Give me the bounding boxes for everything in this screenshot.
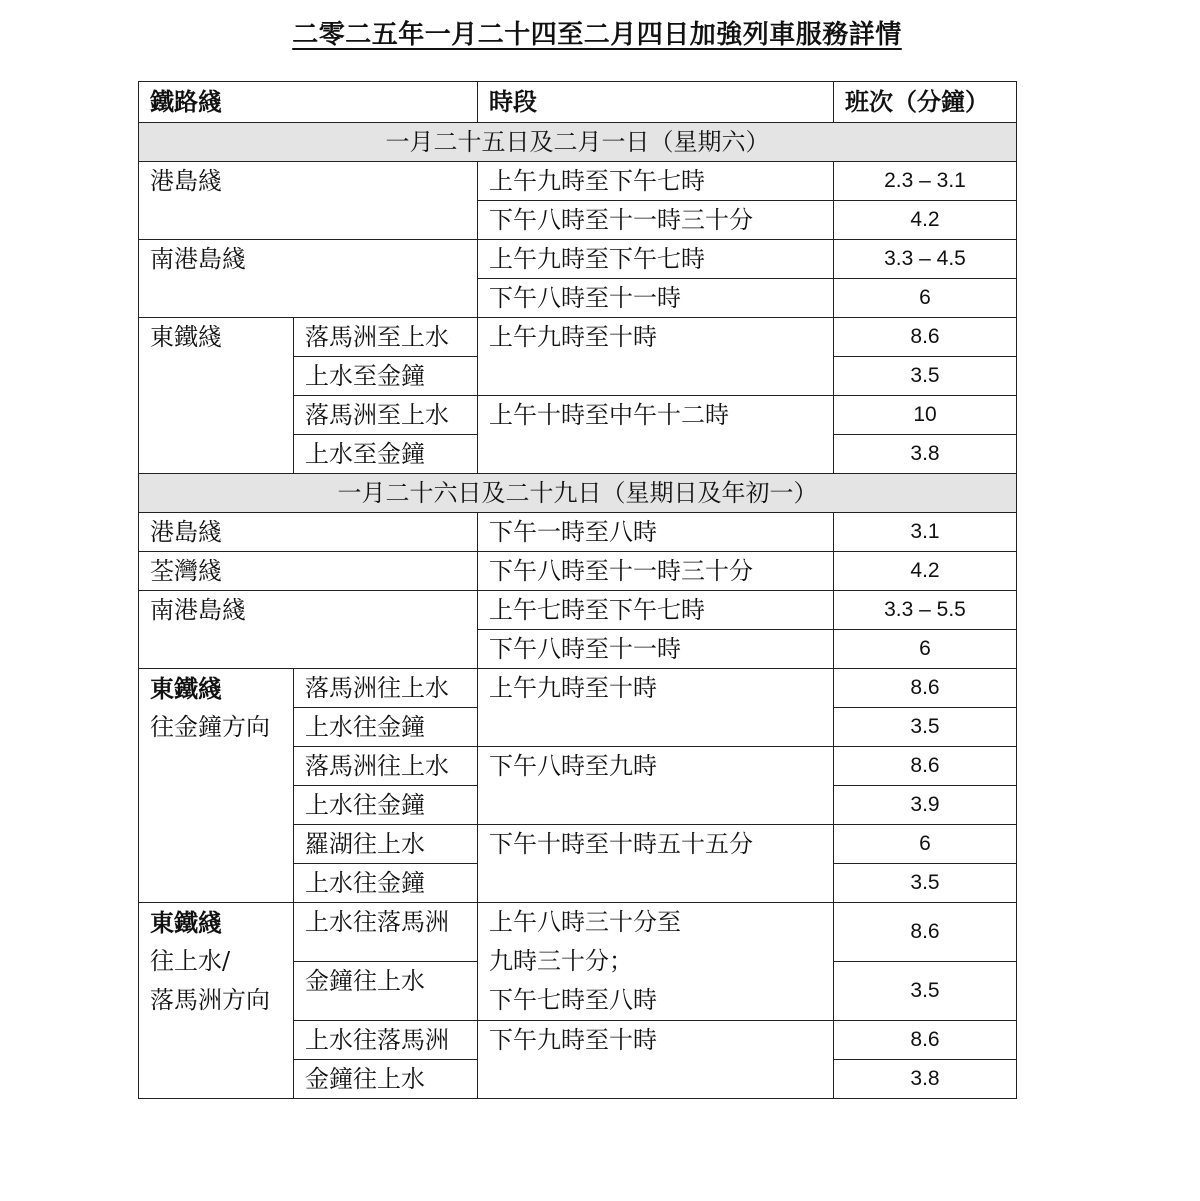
header-frequency: 班次（分鐘）	[834, 82, 1017, 123]
period-line: 上午八時三十分至	[489, 908, 681, 936]
period-cell: 上午七時至下午七時	[478, 591, 834, 630]
frequency-cell: 6	[834, 630, 1017, 669]
line-name: 東鐵綫	[139, 318, 294, 474]
period-cell: 下午九時至十時	[478, 1021, 834, 1099]
period-cell	[478, 903, 834, 1021]
segment-cell: 落馬洲往上水	[294, 747, 478, 786]
period-line: 下午七時至八時	[489, 986, 657, 1014]
frequency-cell: 3.8	[834, 435, 1017, 474]
frequency-cell: 3.8	[834, 1060, 1017, 1099]
frequency-cell: 8.6	[834, 669, 1017, 708]
direction-label: 往金鐘方向	[150, 713, 270, 741]
line-name: 港島綫	[139, 513, 478, 552]
segment-cell: 上水往落馬洲	[294, 903, 478, 962]
period-line: 九時三十分；	[489, 947, 633, 975]
frequency-cell: 6	[834, 279, 1017, 318]
period-cell: 上午十時至中午十二時	[478, 396, 834, 474]
segment-cell: 金鐘往上水	[294, 1060, 478, 1099]
period-cell: 下午八時至十一時三十分	[478, 552, 834, 591]
segment-cell: 落馬洲往上水	[294, 669, 478, 708]
table-row	[139, 591, 1017, 630]
segment-cell: 上水至金鐘	[294, 357, 478, 396]
segment-cell: 羅湖往上水	[294, 825, 478, 864]
table-row	[139, 240, 1017, 279]
segment-cell: 金鐘往上水	[294, 962, 478, 1021]
frequency-cell: 10	[834, 396, 1017, 435]
frequency-cell: 3.3 – 4.5	[834, 240, 1017, 279]
frequency-cell: 2.3 – 3.1	[834, 162, 1017, 201]
frequency-cell: 8.6	[834, 747, 1017, 786]
period-cell: 下午八時至十一時三十分	[478, 201, 834, 240]
line-name-group	[139, 669, 294, 903]
frequency-cell: 8.6	[834, 903, 1017, 962]
section-label: 一月二十六日及二十九日（星期日及年初一）	[139, 474, 1017, 513]
direction-label: 落馬洲方向	[150, 986, 270, 1014]
header-row	[139, 82, 1017, 123]
service-table	[138, 81, 1017, 1099]
table-row	[139, 669, 1017, 708]
line-name: 東鐵綫	[150, 908, 222, 937]
table-row	[139, 162, 1017, 201]
segment-cell: 上水往落馬洲	[294, 1021, 478, 1060]
frequency-cell: 8.6	[834, 1021, 1017, 1060]
frequency-cell: 6	[834, 825, 1017, 864]
period-cell: 上午九時至十時	[478, 318, 834, 396]
header-line: 鐵路綫	[139, 82, 478, 123]
document-title: 二零二五年一月二十四至二月四日加強列車服務詳情	[292, 20, 902, 50]
period-cell: 下午十時至十時五十五分	[478, 825, 834, 903]
segment-cell: 上水往金鐘	[294, 864, 478, 903]
section-header-row	[139, 474, 1017, 513]
line-name: 東鐵綫	[150, 674, 222, 703]
segment-cell: 上水至金鐘	[294, 435, 478, 474]
period-cell: 上午九時至下午七時	[478, 162, 834, 201]
section-header-row	[139, 123, 1017, 162]
line-name: 南港島綫	[139, 591, 478, 669]
period-cell: 下午一時至八時	[478, 513, 834, 552]
frequency-cell: 3.5	[834, 708, 1017, 747]
period-cell: 下午八時至十一時	[478, 630, 834, 669]
line-name: 荃灣綫	[139, 552, 478, 591]
table-row	[139, 513, 1017, 552]
frequency-cell: 3.9	[834, 786, 1017, 825]
line-name: 南港島綫	[139, 240, 478, 318]
line-name-group	[139, 903, 294, 1099]
frequency-cell: 4.2	[834, 201, 1017, 240]
frequency-cell: 3.1	[834, 513, 1017, 552]
frequency-cell: 8.6	[834, 318, 1017, 357]
period-cell: 下午八時至九時	[478, 747, 834, 825]
frequency-cell: 3.5	[834, 962, 1017, 1021]
table-row	[139, 552, 1017, 591]
direction-label: 往上水/	[150, 947, 231, 975]
table-row	[139, 903, 1017, 962]
frequency-cell: 3.5	[834, 357, 1017, 396]
period-cell: 上午九時至十時	[478, 669, 834, 747]
period-cell: 上午九時至下午七時	[478, 240, 834, 279]
segment-cell: 上水往金鐘	[294, 708, 478, 747]
period-cell: 下午八時至十一時	[478, 279, 834, 318]
frequency-cell: 4.2	[834, 552, 1017, 591]
frequency-cell: 3.5	[834, 864, 1017, 903]
segment-cell: 上水往金鐘	[294, 786, 478, 825]
section-label: 一月二十五日及二月一日（星期六）	[139, 123, 1017, 162]
header-period: 時段	[478, 82, 834, 123]
frequency-cell: 3.3 – 5.5	[834, 591, 1017, 630]
segment-cell: 落馬洲至上水	[294, 396, 478, 435]
table-row	[139, 318, 1017, 357]
segment-cell: 落馬洲至上水	[294, 318, 478, 357]
line-name: 港島綫	[139, 162, 478, 240]
